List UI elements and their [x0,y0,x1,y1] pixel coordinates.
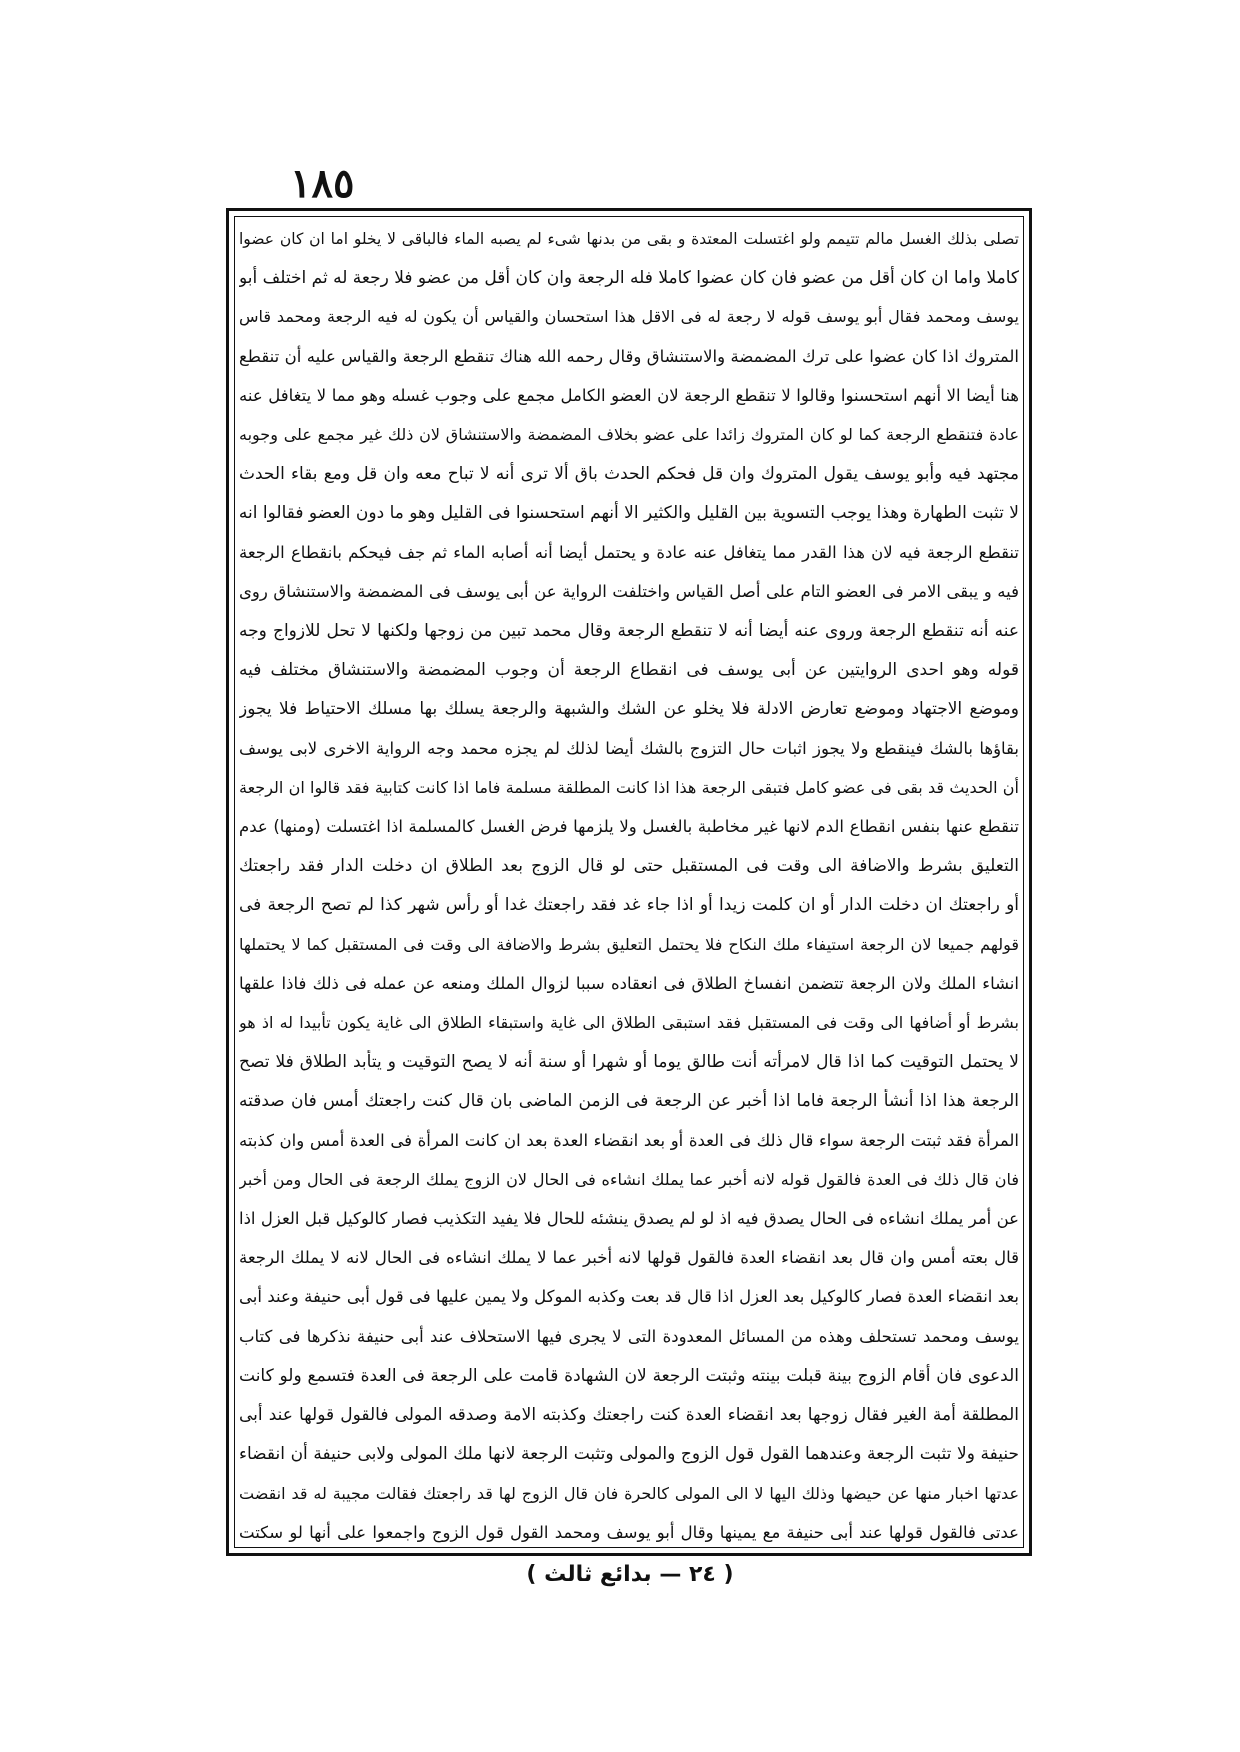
text-line: عنه أنه تنقطع الرجعة وروى عنه أيضا أنه لا تنقطع الرجعة وقال محمد تبين من زوجها ولكنها لا تحل للازواج وجه [239,621,1019,642]
text-line: تنقطع الرجعة فيه لان هذا القدر مما يتغافل عنه عادة و يحتمل أيضا أنه أصابه الماء ثم جف فيحكم بانقطاع الرجعة [239,542,1019,562]
text-line: تصلى بذلك الغسل مالم تتيمم ولو اغتسلت المعتدة و بقى من بدنها شىء لم يصبه الماء فالباقى لا يخلو اما ان كان عضوا [239,230,1019,248]
text-line: أو راجعتك ان دخلت الدار أو ان كلمت زيدا أو اذا جاء غد فقد راجعتك غدا أو رأس شهر كذا لم تصح الرجعة فى [239,895,1019,916]
text-line: لا تثبت الطهارة وهذا يوجب التسوية بين القليل والكثير الا أنهم استحسنوا فى القليل وهو ما دون العضو فقالوا انه [239,503,1019,524]
text-line: مجتهد فيه وأبو يوسف يقول المتروك وان قل فحكم الحدث باق ألا ترى أنه لا تباح معه وان قل ومع بقاء الحدث [239,464,1019,485]
text-line: انشاء الملك ولان الرجعة تتضمن انفساخ الطلاق فى انعقاده سببا لزوال الملك ومنعه عن عمله فى ذلك فاذا علقها [239,973,1019,993]
text-line: عادة فتنقطع الرجعة كما لو كان المتروك زائدا على عضو بخلاف المضمضة والاستنشاق لان ذلك غير مجمع على وجوبه [239,425,1019,445]
text-line: الدعوى فان أقام الزوج بينة قبلت بينته وثبتت الرجعة لان الشهادة قامت على الرجعة فى العدة فتسمع ولو كانت [239,1365,1019,1386]
text-line: يوسف ومحمد تستحلف وهذه من المسائل المعدودة التى لا يجرى فيها الاستحلاف عند أبى حنيفة نذكرها فى كتاب [239,1326,1019,1346]
page-footer: ( ٢٤ — بدائع ثالث ) [526,1562,734,1587]
text-line: المتروك اذا كان عضوا على ترك المضمضة والاستنشاق وقال رحمه الله هناك تنقطع الرجعة والقياس عليه أن تنقطع [239,346,1019,366]
text-line: قال بعته أمس وان قال بعد انقضاء العدة فالقول قولها لانه أخبر عما لا يملك انشاءه فى الحال لانه لا يملك الرجعة [239,1248,1019,1268]
text-line: بعد انقضاء العدة فصار كالوكيل بعد العزل اذا قال قد بعت وكذبه الموكل ولا يمين عليها فى قول أبى حنيفة وعند أبى [239,1287,1019,1307]
text-line: أن الحديث قد بقى فى عضو كامل فتبقى الرجعة هذا اذا كانت المطلقة مسلمة فاما اذا كانت كتابية فقد قالوا ان الرجعة [239,777,1019,797]
text-line: وموضع الاجتهاد وموضع تعارض الادلة فلا يخلو عن الشك والشبهة والرجعة يسلك بها مسلك الاحتياط فلا يجوز [239,699,1019,720]
text-line: فان قال ذلك فى العدة فالقول قوله لانه أخبر عما يملك انشاءه فى الحال لان الزوج يملك الرجعة فى الحال ومن أخبر [239,1169,1019,1189]
text-line: هنا أيضا الا أنهم استحسنوا وقالوا لا تنقطع الرجعة لان العضو الكامل مجمع على وجوب غسله وهو مما لا يتغافل عنه [239,385,1019,405]
text-line: بقاؤها بالشك فينقطع ولا يجوز اثبات حال التزوج بالشك أيضا لذلك لم يجزه محمد وجه الرواية الاخرى لابى يوسف [239,738,1019,758]
text-line: عن أمر يملك انشاءه فى الحال يصدق فيه اذ لو لم يصدق ينشئه للحال فلا يفيد التكذيب فصار كالوكيل قبل العزل اذا [239,1209,1019,1229]
text-line: يوسف ومحمد فقال أبو يوسف قوله لا رجعة له فى الاقل هذا استحسان والقياس أن يكون له فيه الرجعة ومحمد قاس [239,307,1019,327]
page-number: ١٨٥ [290,160,355,207]
text-line: فيه و يبقى الامر فى العضو التام على أصل القياس واختلفت الرواية عن أبى يوسف فى المضمضة والاستنشاق روى [239,581,1019,601]
body-text [239,227,1019,1545]
text-line: عدتى فالقول قولها عند أبى حنيفة مع يمينها وقال أبو يوسف ومحمد القول قول الزوج واجمعوا على أنها لو سكتت [239,1522,1019,1542]
text-line: لا يحتمل التوقيت كما اذا قال لامرأته أنت طالق يوما أو شهرا أو سنة أنه لا يصح التوقيت و يتأبد الطلاق فلا تصح [239,1052,1019,1073]
text-line: التعليق بشرط والاضافة الى وقت فى المستقبل حتى لو قال الزوج بعد الطلاق ان دخلت الدار فقد راجعتك [239,856,1019,877]
text-line: حنيفة ولا تثبت الرجعة وعندهما القول قول الزوج والمولى وتثبت الرجعة لانها ملك المولى ولابى حنيفة أن انقضاء [239,1444,1019,1465]
text-frame [226,208,1032,1556]
text-line: تنقطع عنها بنفس انقطاع الدم لانها غير مخاطبة بالغسل ولا يلزمها فرض الغسل كالمسلمة اذا اغتسلت (ومنها) عدم [239,817,1019,837]
text-line: بشرط أو أضافها الى وقت فى المستقبل فقد استبقى الطلاق الى غاية واستبقاء الطلاق الى غاية يكون تأبيدا له اذ هو [239,1013,1019,1033]
text-line: الرجعة هذا اذا أنشأ الرجعة فاما اذا أخبر عن الرجعة فى الزمن الماضى بان قال كنت راجعتك أمس فان صدقته [239,1091,1019,1112]
text-line: قولهم جميعا لان الرجعة استيفاء ملك النكاح فلا يحتمل التعليق بشرط والاضافة الى وقت فى المستقبل كما لا يحتملها [239,934,1019,954]
text-line: المرأة فقد ثبتت الرجعة سواء قال ذلك فى العدة أو بعد انقضاء العدة بعد ان كانت المرأة فى العدة أمس وان كذبته [239,1130,1019,1150]
text-line: قوله وهو احدى الروايتين عن أبى يوسف فى انقطاع الرجعة أن وجوب المضمضة والاستنشاق مختلف فيه [239,660,1019,681]
text-line: عدتها اخبار منها عن حيضها وذلك اليها لا الى المولى كالحرة فان قال الزوج لها قد راجعتك فقالت مجيبة له قد انقضت [239,1483,1019,1503]
text-line: كاملا واما ان كان أقل من عضو فان كان عضوا كاملا فله الرجعة وان كان أقل من عضو فلا رجعة له ثم اختلف أبو [239,268,1019,289]
text-line: المطلقة أمة الغير فقال زوجها بعد انقضاء العدة كنت راجعتك وكذبته الامة وصدقه المولى فالقول قولها عند أبى [239,1405,1019,1426]
